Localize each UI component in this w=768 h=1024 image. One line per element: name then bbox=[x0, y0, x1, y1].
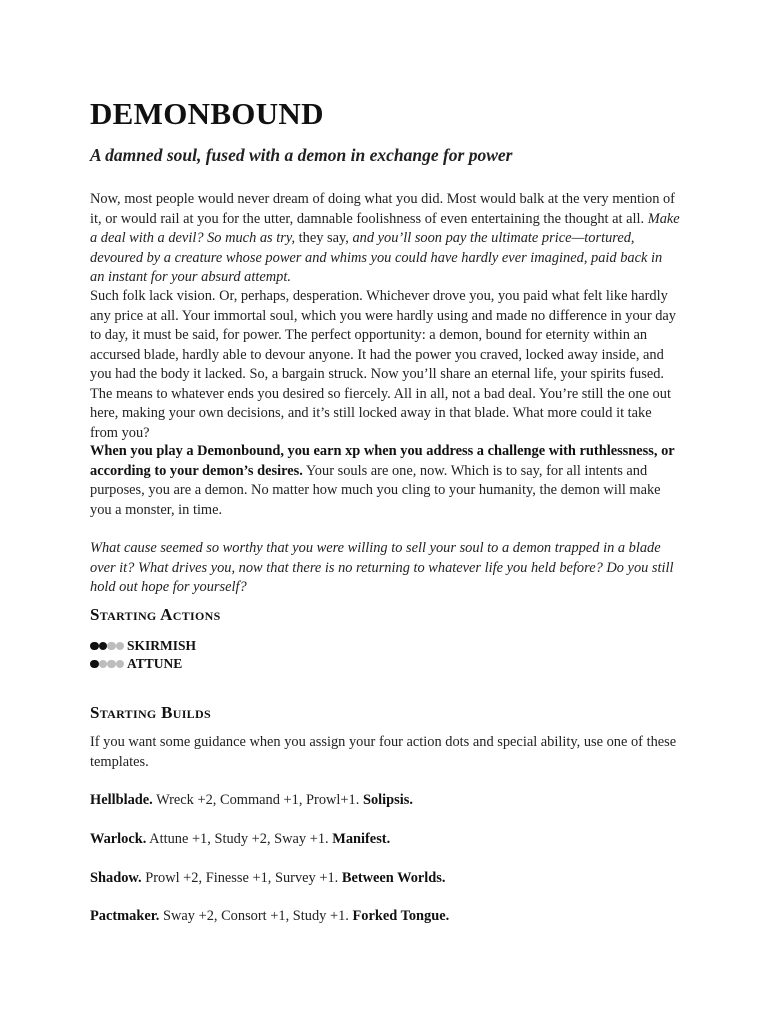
build-ability: Forked Tongue. bbox=[352, 908, 450, 924]
build-name: Pactmaker. bbox=[90, 908, 160, 924]
build-warlock bbox=[90, 831, 390, 848]
xp-trigger-followup: Your souls are one, now. Which is to say, for all intents and purposes, you are a demon. No matter how much you cling to your humanity, the demon will make you a monster, in time. bbox=[90, 462, 661, 518]
page-title: DEMONBOUND bbox=[90, 96, 324, 131]
action-row-skirmish bbox=[90, 637, 196, 655]
build-ability: Solipsis. bbox=[362, 792, 413, 808]
build-stats: Sway +2, Consort +1, Study +1. bbox=[159, 908, 353, 924]
intro-p1-italic-warning: and you’ll soon pay the ultimate price—tortured, devoured by a creature whose power and whims you could have hardly ever imagined, paid back in an instant for your absurd attempt. bbox=[90, 230, 663, 285]
xp-trigger-paragraph bbox=[90, 442, 680, 520]
build-hellblade bbox=[90, 792, 413, 809]
rating-dot-filled bbox=[90, 660, 99, 669]
build-stats: Attune +1, Study +2, Sway +1. bbox=[146, 831, 333, 847]
action-row-attune bbox=[90, 655, 182, 673]
build-name: Warlock. bbox=[90, 831, 147, 847]
build-ability: Between Worlds. bbox=[341, 870, 446, 886]
starting-actions-heading: Starting Actions bbox=[90, 605, 221, 624]
intro-p1-text: Now, most people would never dream of doing what you did. Most would balk at the very mention of it, or would rail at you for the utter, damnable foolishness of even entertaining the thought at all. bbox=[90, 191, 675, 227]
rating-dot-filled bbox=[99, 642, 108, 651]
rating-dot-filled bbox=[90, 642, 99, 651]
action-label-attune: ATTUNE bbox=[127, 656, 183, 671]
rating-dot-empty bbox=[107, 660, 116, 669]
build-shadow bbox=[90, 870, 446, 887]
rating-dot-empty bbox=[116, 660, 125, 669]
build-stats: Wreck +2, Command +1, Prowl+1. bbox=[152, 792, 363, 808]
page-subtitle: A damned soul, fused with a demon in exchange for power bbox=[90, 145, 513, 165]
action-label-skirmish: SKIRMISH bbox=[127, 638, 197, 653]
build-pactmaker bbox=[90, 908, 449, 925]
build-stats: Prowl +2, Finesse +1, Survey +1. bbox=[141, 870, 342, 886]
rating-dot-empty bbox=[99, 660, 108, 669]
intro-paragraph-2: Such folk lack vision. Or, perhaps, desperation. Whichever drove you, you paid what felt like hardly any price at all. Your immortal soul, which you were hardly using and made no difference in your day to day, it must be said, for power. The perfect opportunity: a demon, bound for eternity within an accursed blade, hardly able to devour anyone. It had the power you craved, locked away inside, and you had the body it lacked. So, a bargain struck. Now you’ll share an eternal life, your spirits fused. The means to whatever ends you desired so fiercely. All in all, not a bad deal. You’re still the one out here, making your own decisions, and it’s still locked away in that blade. What more could it take from you? bbox=[90, 288, 677, 441]
build-ability: Manifest. bbox=[332, 831, 391, 847]
skirmish-rating-dots bbox=[90, 642, 124, 651]
build-name: Hellblade. bbox=[90, 792, 153, 808]
build-name: Shadow. bbox=[90, 870, 142, 886]
intro-p1-they-say: they say, bbox=[295, 230, 353, 246]
questions-paragraph: What cause seemed so worthy that you were willing to sell your soul to a demon trapped in a blade over it? What drives you, now that there is no returning to whatever life you held before? Do you still hold out hope for yourself? bbox=[90, 540, 674, 595]
rating-dot-empty bbox=[107, 642, 116, 651]
attune-rating-dots bbox=[90, 660, 124, 669]
starting-builds-heading: Starting Builds bbox=[90, 703, 211, 722]
intro-paragraph-1 bbox=[90, 190, 680, 288]
intro-p1-italic-quote: Make a deal with a devil? So much as try, bbox=[90, 210, 680, 246]
builds-intro: If you want some guidance when you assign your four action dots and special ability, use one of these templates. bbox=[90, 734, 677, 770]
rating-dot-empty bbox=[116, 642, 125, 651]
xp-trigger-text: When you play a Demonbound, you earn xp when you address a challenge with ruthlessness, or according to your demon’s desires. bbox=[90, 443, 675, 479]
